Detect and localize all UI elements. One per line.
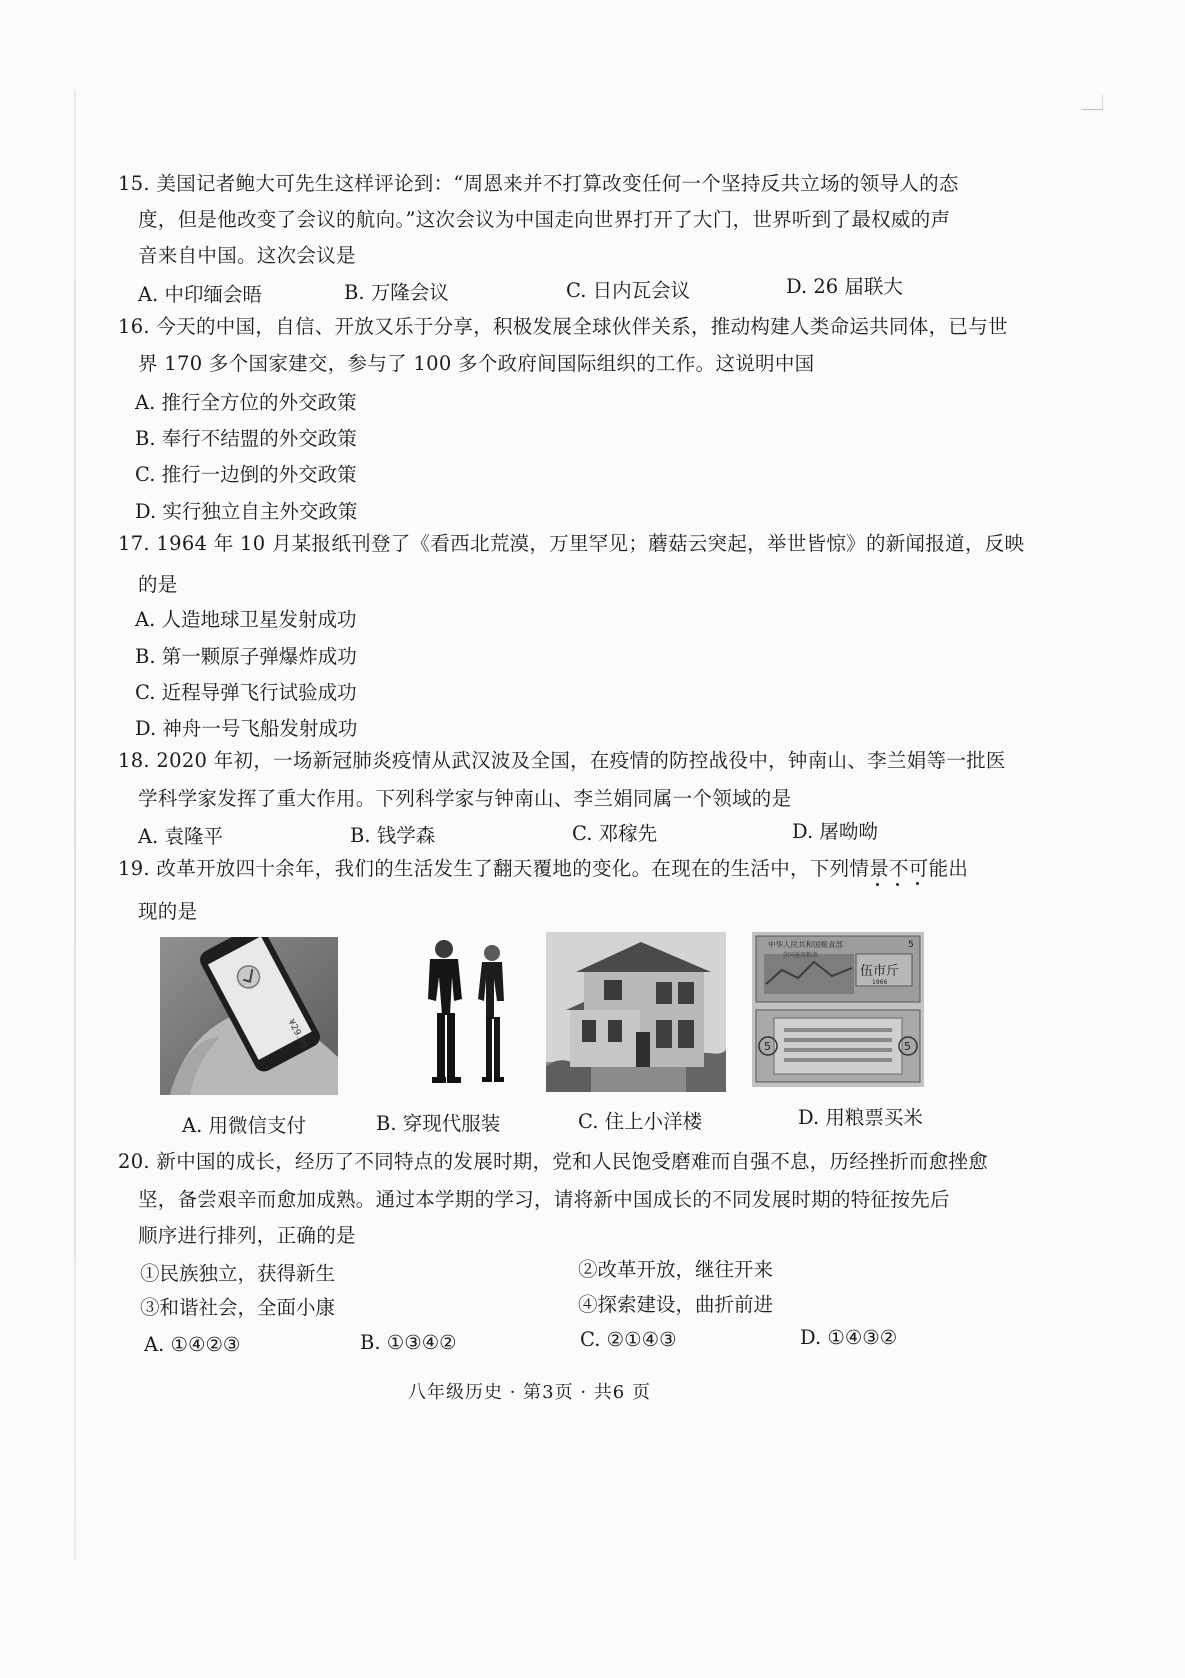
coupon-digit-top: 5 [908,940,914,950]
q20-option-a: A. ①④②③ [144,1333,241,1356]
q16-option-b: B. 奉行不结盟的外交政策 [135,427,357,450]
q17-option-c: C. 近程导弹飞行试验成功 [135,681,357,704]
q20-line-1: 20. 新中国的成长，经历了不同特点的发展时期，党和人民饱受磨难而自强不息，历经挫折而愈挫愈 [118,1150,989,1173]
q15-option-c: C. 日内瓦会议 [566,279,691,302]
scan-edge [74,90,76,1560]
q16-option-c: C. 推行一边倒的外交政策 [135,463,357,486]
q17-option-d: D. 神舟一号飞船发射成功 [135,717,358,740]
q20-line-3: 顺序进行排列，正确的是 [138,1224,356,1247]
q20-option-c: C. ②①④③ [580,1328,677,1351]
q15-option-d: D. 26 届联大 [786,275,903,298]
q16-line-2: 界 170 多个国家建交，参与了 100 多个政府间国际组织的工作。这说明中国 [138,352,815,375]
q20-line-2: 坚，备尝艰辛而愈加成熟。通过本学期的学习，请将新中国成长的不同发展时期的特征按先后 [138,1188,950,1211]
q19-caption-b: B. 穿现代服装 [376,1112,501,1135]
q18-line-1: 18. 2020 年初，一场新冠肺炎疫情从武汉波及全国，在疫情的防控战役中，钟南山、李兰娟等一批医 [118,749,1006,772]
q19-line-1: 19. 改革开放四十余年，我们的生活发生了翻天覆地的变化。在现在的生活中，下列情景不可能出 [118,857,969,880]
grain-coupon-photo [752,932,924,1087]
q20-option-d: D. ①④③② [800,1326,898,1349]
coupon-header: 中华人民共和国粮食部 [768,940,843,949]
wechat-pay-photo [160,937,338,1095]
q18-line-2: 学科学家发挥了重大作用。下列科学家与钟南山、李兰娟同属一个领域的是 [138,787,792,810]
page-footer: 八年级历史 · 第3页 · 共6 页 [408,1382,651,1403]
q16-option-d: D. 实行独立自主外交政策 [135,500,358,523]
q19-line-2: 现的是 [138,900,198,923]
emphasis-dot [876,883,879,886]
q18-option-a: A. 袁隆平 [138,825,223,848]
q15-option-a: A. 中印缅会晤 [138,283,262,306]
coupon-year: 1966 [872,979,888,986]
q20-item-3: ③和谐社会，全面小康 [140,1296,336,1319]
q16-line-1: 16. 今天的中国，自信、开放又乐于分享，积极发展全球伙伴关系，推动构建人类命运共同体，已与世 [118,315,1008,338]
q15-line-3: 音来自中国。这次会议是 [138,244,356,267]
q18-option-d: D. 屠呦呦 [792,820,878,843]
q17-option-a: A. 人造地球卫星发射成功 [135,608,357,631]
coupon-subtitle: 全国通用粮票 [782,952,819,959]
coupon-digit-left: 5 [764,1040,771,1053]
q15-option-b: B. 万隆会议 [344,281,449,304]
q20-item-4: ④探索建设，曲折前进 [578,1293,774,1316]
q20-item-2: ②改革开放，继往开来 [578,1258,774,1281]
villa-photo [546,932,726,1092]
q19-caption-d: D. 用粮票买米 [798,1106,923,1129]
q15-line-2: 度，但是他改变了会议的航向。”这次会议为中国走向世界打开了大门，世界听到了最权威的声 [138,208,951,231]
q20-item-1: ①民族独立，获得新生 [140,1262,336,1285]
phone-amount: ¥29.96 [285,1017,309,1051]
coupon-digit-right: 5 [904,1040,911,1053]
q18-option-c: C. 邓稼先 [572,822,658,845]
q19-caption-a: A. 用微信支付 [182,1114,306,1137]
q17-option-b: B. 第一颗原子弹爆炸成功 [135,645,357,668]
modern-clothing-photo [402,937,532,1085]
q17-line-1: 17. 1964 年 10 月某报纸刊登了《看西北荒漠，万里罕见；蘑菇云突起，举世皆惊》的新闻报道，反映 [118,532,1025,555]
corner-mark [1082,95,1103,110]
emphasis-dot [916,882,919,885]
q20-option-b: B. ①③④② [360,1331,457,1354]
q17-line-2: 的是 [138,573,178,596]
coupon-denomination: 伍市斤 [860,964,900,979]
emphasis-dot [896,883,899,886]
q15-line-1: 15. 美国记者鲍大可先生这样评论到：“周恩来并不打算改变任何一个坚持反共立场的领导人的态 [118,172,959,195]
q16-option-a: A. 推行全方位的外交政策 [135,391,357,414]
q18-option-b: B. 钱学森 [350,824,436,847]
q19-caption-c: C. 住上小洋楼 [578,1110,703,1133]
